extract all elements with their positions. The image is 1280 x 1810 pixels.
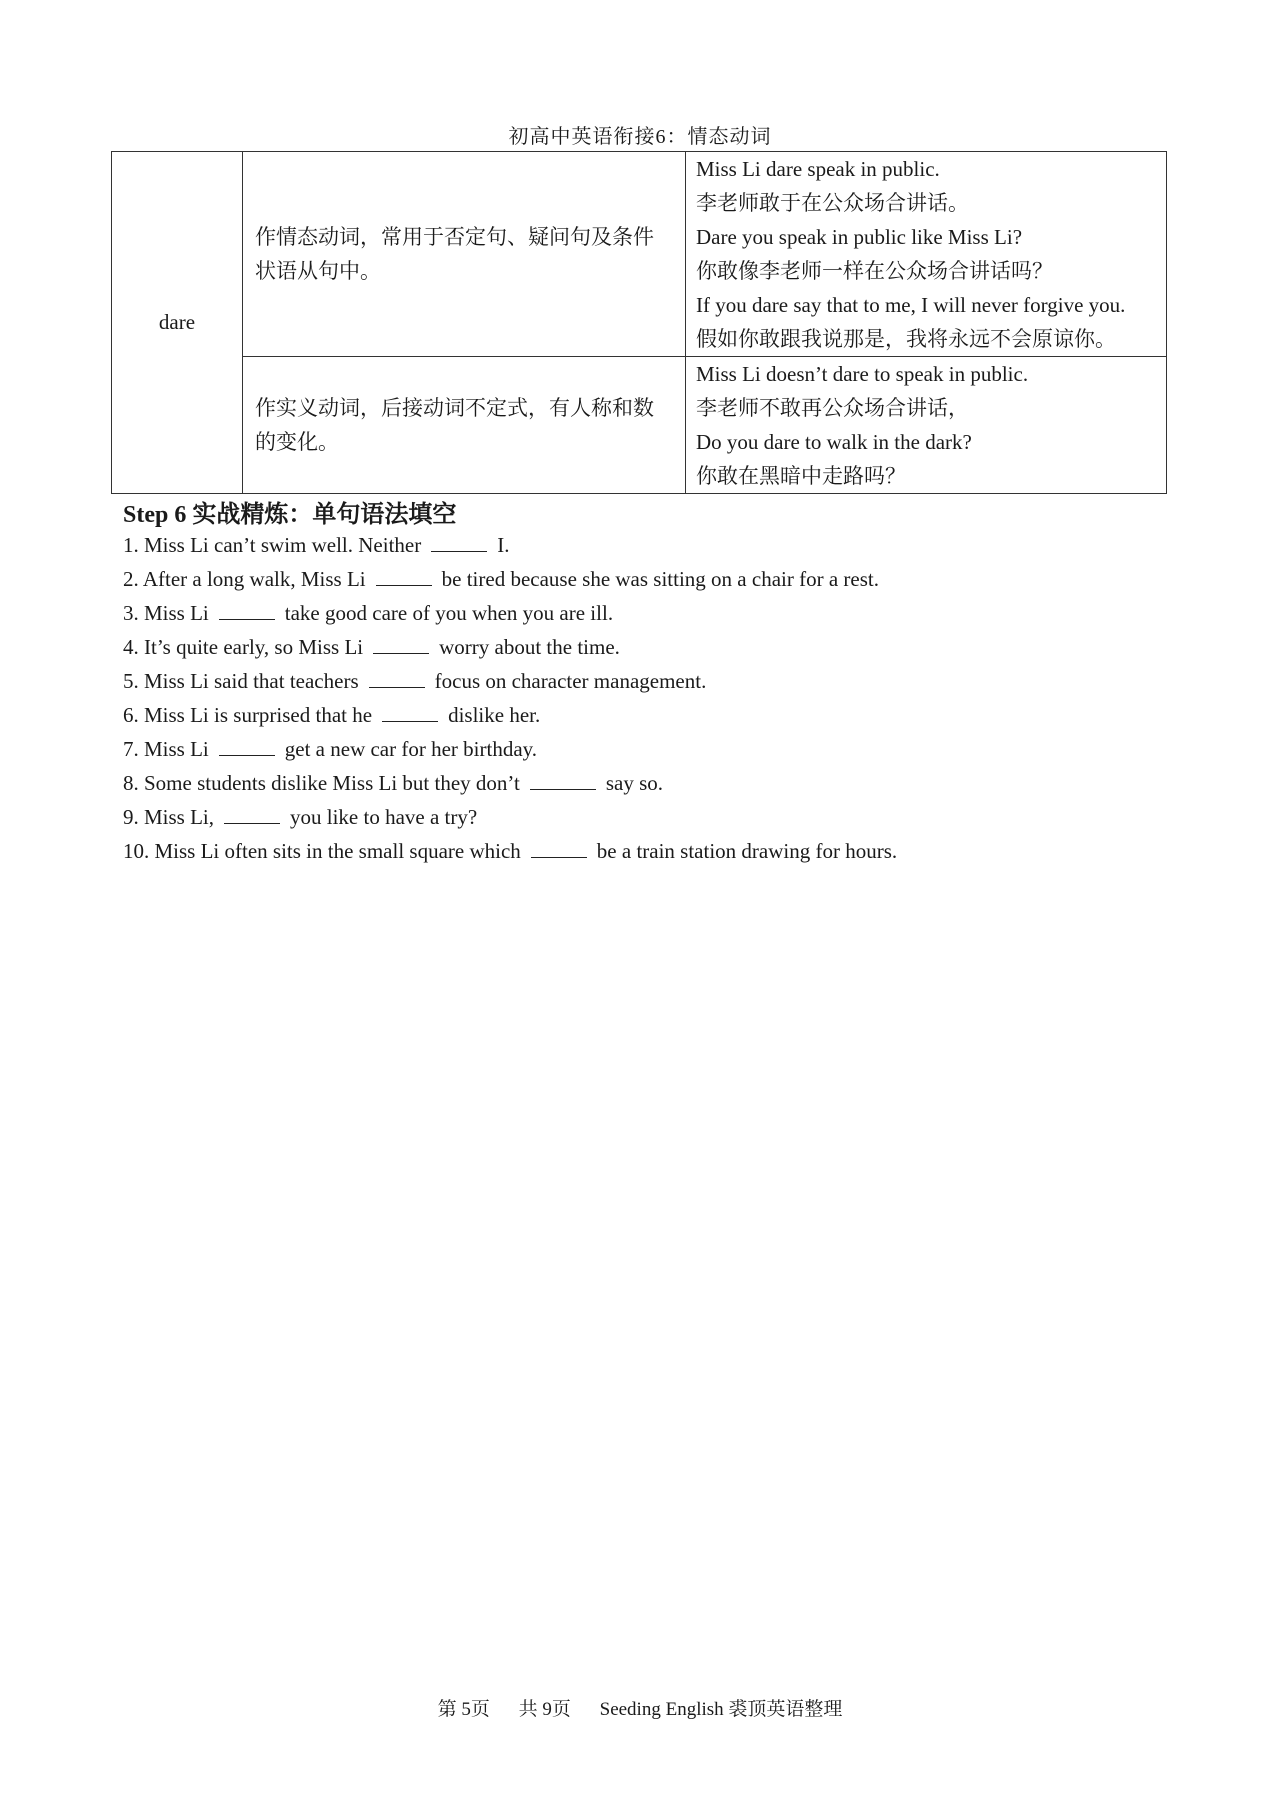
page-header-title: 初高中英语衔接6：情态动词 — [508, 126, 772, 148]
example-line: 假如你敢跟我说那是，我将永远不会原谅你。 — [696, 327, 1116, 351]
answer-blank[interactable] — [224, 805, 280, 824]
exercise-text-after: be tired because she was sitting on a chair for a rest. — [441, 567, 879, 591]
exercise-text-before: 7. Miss Li — [123, 737, 209, 761]
example-line: Do you dare to walk in the dark? — [696, 430, 972, 454]
exercise-text-before: 6. Miss Li is surprised that he — [123, 703, 373, 727]
answer-blank[interactable] — [219, 737, 275, 756]
example-line: Miss Li dare speak in public. — [696, 157, 940, 181]
exercise-text-before: 10. Miss Li often sits in the small square which — [123, 839, 521, 863]
usage-cell: 作实义动词，后接动词不定式，有人称和数的变化。 — [243, 357, 686, 494]
answer-blank[interactable] — [531, 839, 587, 858]
exercise-item — [123, 698, 897, 732]
example-line: If you dare say that to me, I will never forgive you. — [696, 293, 1126, 317]
example-line: 你敢像李老师一样在公众场合讲话吗？ — [696, 259, 1053, 283]
answer-blank[interactable] — [431, 533, 487, 552]
table-row — [112, 357, 1167, 494]
exercise-item — [123, 766, 897, 800]
exercise-text-before: 5. Miss Li said that teachers — [123, 669, 359, 693]
exercise-text-after: dislike her. — [448, 703, 541, 727]
exercise-text-before: 4. It’s quite early, so Miss Li — [123, 635, 364, 659]
exercise-item — [123, 732, 897, 766]
exercise-text-before: 8. Some students dislike Miss Li but they don’t — [123, 771, 520, 795]
exercise-item — [123, 596, 897, 630]
exercise-text-before: 3. Miss Li — [123, 601, 209, 625]
exercise-item — [123, 800, 897, 834]
exercise-text-after: worry about the time. — [439, 635, 620, 659]
exercise-text-after: you like to have a try? — [290, 805, 478, 829]
exercise-text-after: be a train station drawing for hours. — [596, 839, 898, 863]
section-title: Step 6 实战精炼：单句语法填空 — [123, 502, 457, 528]
answer-blank[interactable] — [530, 771, 596, 790]
exercise-list — [123, 528, 897, 868]
word-cell: dare — [112, 152, 243, 494]
page-number: 第 5页 — [437, 1699, 490, 1720]
grammar-table — [111, 151, 1167, 494]
answer-blank[interactable] — [382, 703, 438, 722]
exercise-text-before: 2. After a long walk, Miss Li — [123, 567, 366, 591]
exercise-text-after: take good care of you when you are ill. — [284, 601, 614, 625]
exercise-text-after: get a new car for her birthday. — [284, 737, 538, 761]
example-line: 李老师不敢再公众场合讲话， — [696, 396, 969, 420]
example-line: 你敢在黑暗中走路吗？ — [696, 464, 906, 488]
exercise-text-after: I. — [497, 533, 510, 557]
exercise-text-before: 1. Miss Li can’t swim well. Neither — [123, 533, 422, 557]
exercise-text-before: 9. Miss Li, — [123, 805, 215, 829]
example-line: Miss Li doesn’t dare to speak in public. — [696, 362, 1029, 386]
usage-cell: 作情态动词，常用于否定句、疑问句及条件状语从句中。 — [243, 152, 686, 357]
example-line: Dare you speak in public like Miss Li? — [696, 225, 1023, 249]
table-row — [112, 152, 1167, 357]
exercise-text-after: focus on character management. — [434, 669, 707, 693]
example-cell — [686, 152, 1167, 357]
exercise-item — [123, 664, 897, 698]
answer-blank[interactable] — [376, 567, 432, 586]
page-footer — [0, 1694, 1280, 1721]
answer-blank[interactable] — [373, 635, 429, 654]
answer-blank[interactable] — [369, 669, 425, 688]
exercise-item — [123, 528, 897, 562]
page-total: 共 9页 — [518, 1699, 571, 1720]
exercise-text-after: say so. — [605, 771, 664, 795]
answer-blank[interactable] — [219, 601, 275, 620]
exercise-item — [123, 834, 897, 868]
footer-brand: Seeding English 裘顶英语整理 — [599, 1699, 843, 1720]
exercise-item — [123, 630, 897, 664]
example-cell — [686, 357, 1167, 494]
example-line: 李老师敢于在公众场合讲话。 — [696, 191, 969, 215]
exercise-item — [123, 562, 897, 596]
